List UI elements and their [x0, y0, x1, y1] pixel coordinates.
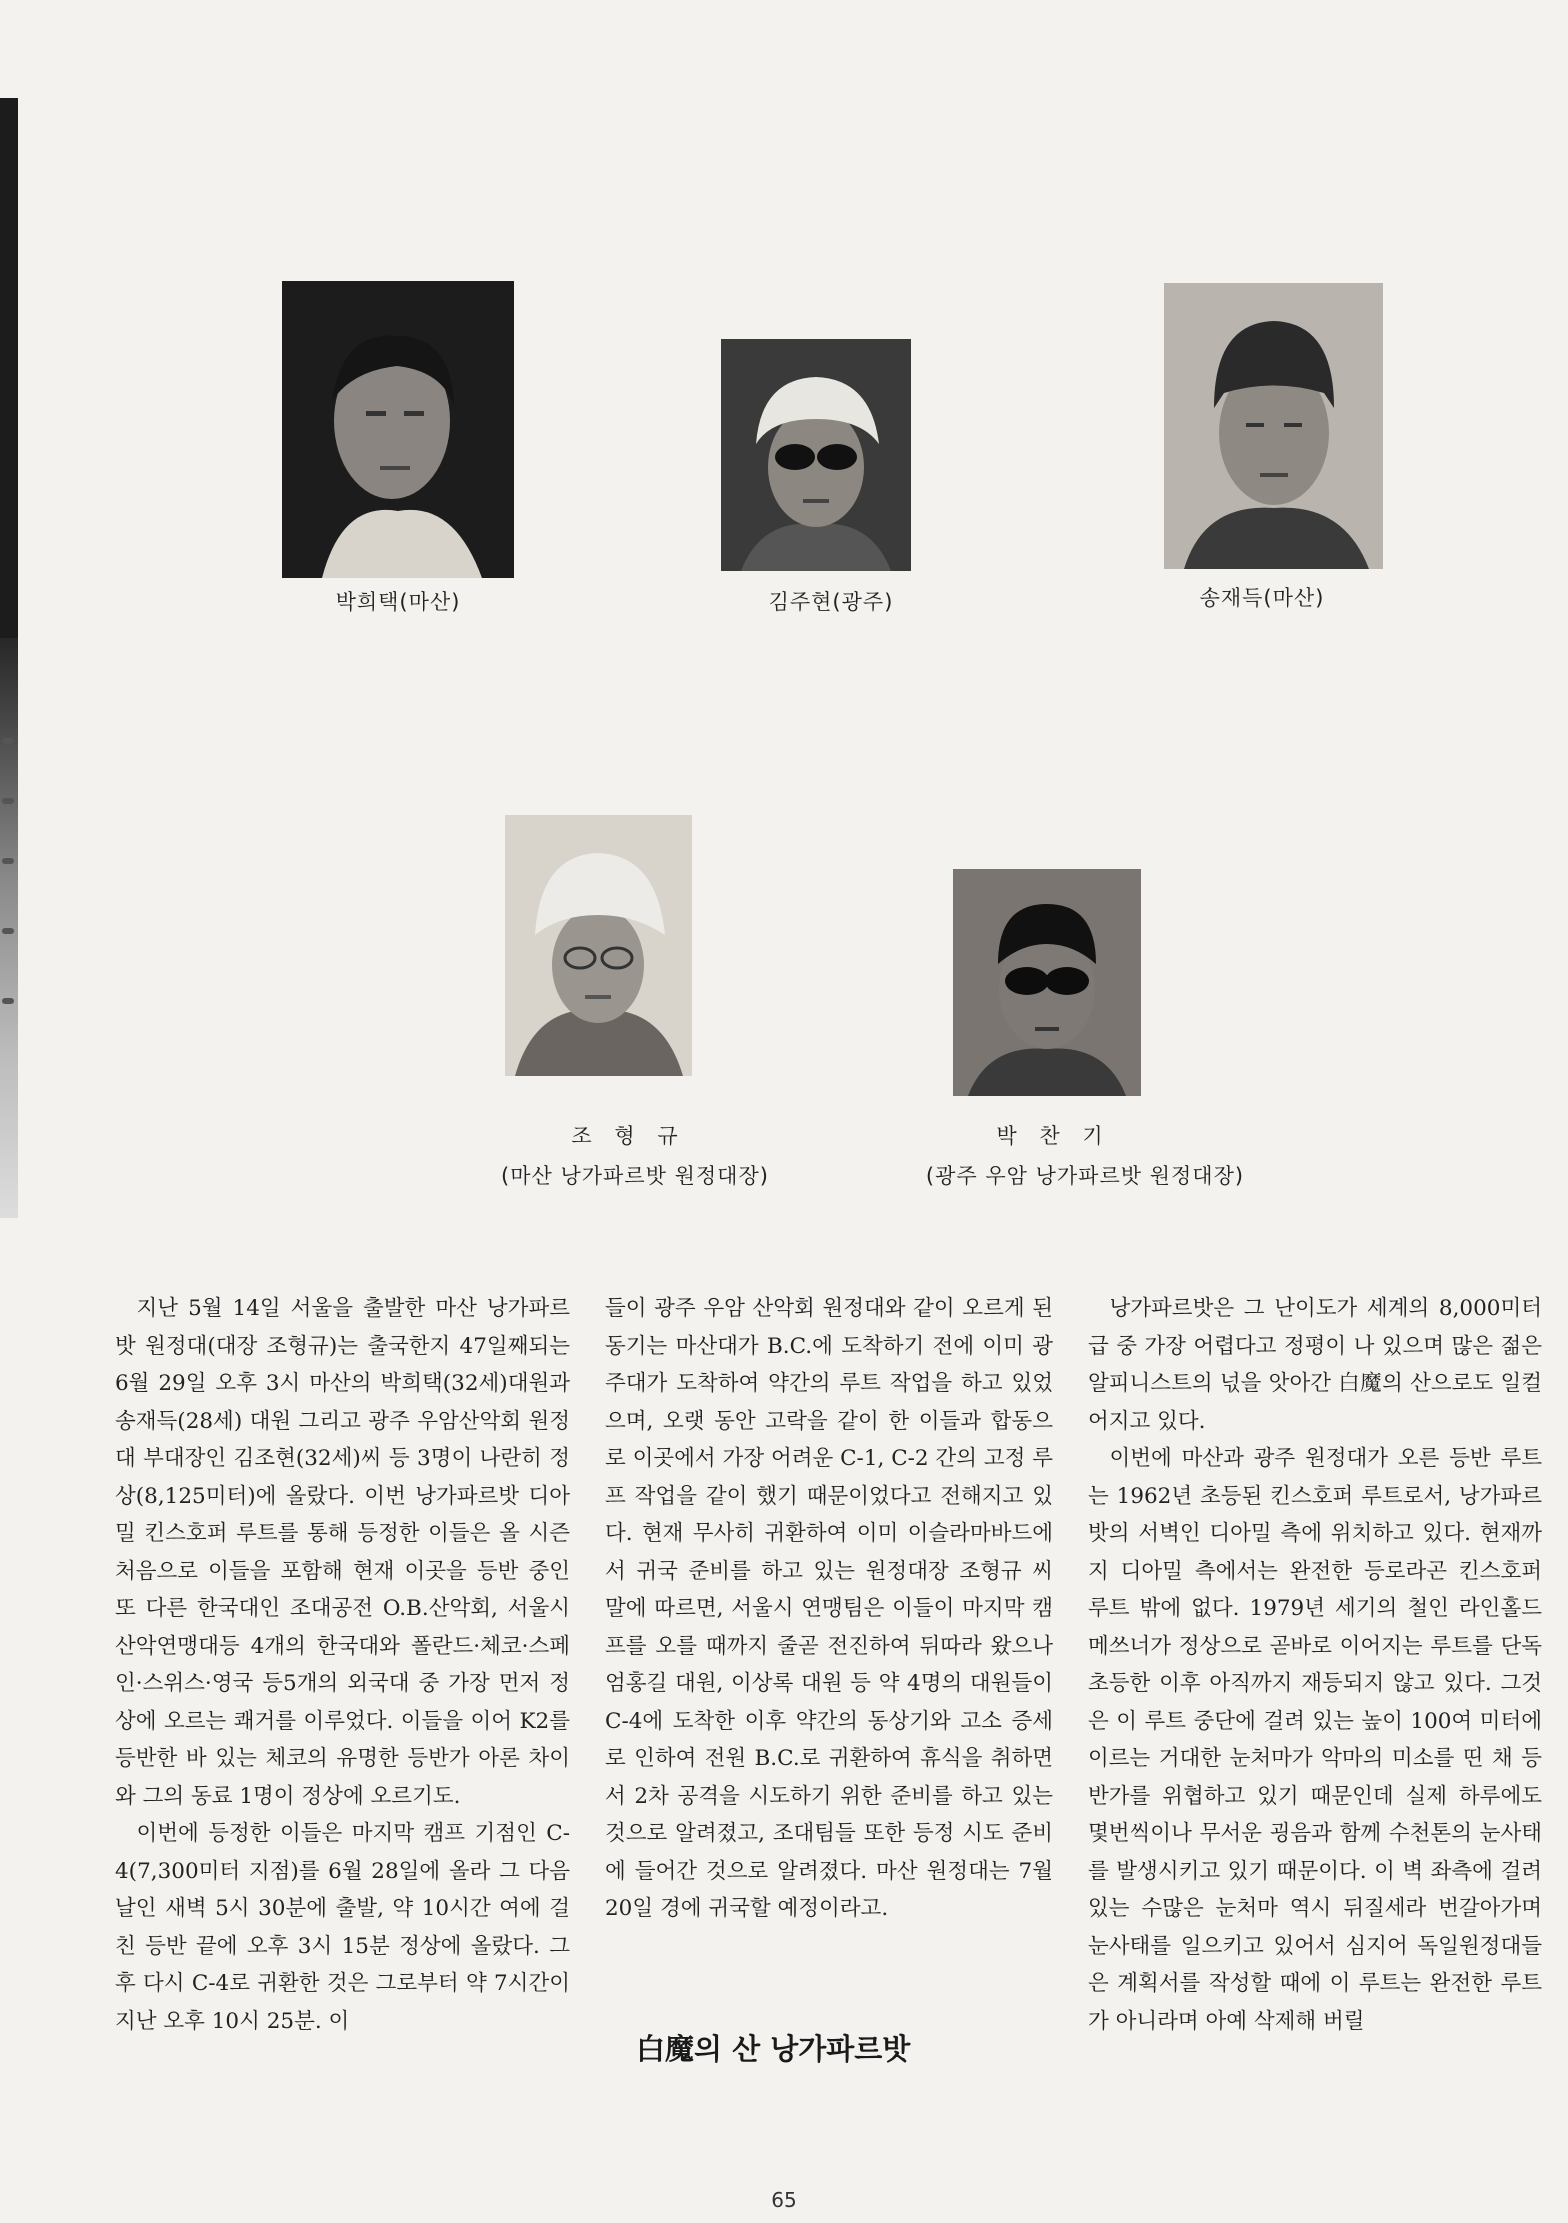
- photo-caption-1: 박희택(마산): [335, 590, 461, 614]
- photo-caption-2: 김주현(광주): [768, 590, 894, 614]
- photo-caption-4-name: 조 형 규: [571, 1124, 679, 1148]
- article-paragraph: 들이 광주 우암 산악회 원정대와 같이 오르게 된 동기는 마산대가 B.C.에 도착하기 전에 이미 광주대가 도착하여 약간의 루트 작업을 하고 있었으며, 오랫 동안 고락을 같이 한 이들과 합동으로 이곳에서 가장 어려운 C-1, C-2 간의 고정 루프 작업을 같이 했기 때문이었다고 전해지고 있다. 현재 무사히 귀환하여 이미 이슬라마바드에서 귀국 준비를 하고 있는 원정대장 조형규 씨 말에 따르면, 서울시 연맹팀은 이들이 마지막 캠프를 오를 때까지 줄곧 전진하여 뒤따라 왔으나 엄홍길 대원, 이상록 대원 등 약 4명의 대원들이 C-4에 도착한 이후 약간의 동상기와 고소 증세로 인하여 전원 B.C.로 귀환하여 휴식을 취하면서 2차 공격을 시도하기 위한 준비를 하고 있는 것으로 알려졌고, 조대팀들 또한 등정 시도 준비에 들어간 것으로 알려졌다. 마산 원정대는 7월 20일 경에 귀국할 예정이라고.: [605, 1296, 1053, 1921]
- portrait-photo-2: [721, 339, 911, 571]
- article-paragraph: 이번에 등정한 이들은 마지막 캠프 기점인 C-4(7,300미터 지점)를 6월 28일에 올라 그 다음날인 새벽 5시 30분에 출발, 약 10시간 여에 걸친 등반 끝에 오후 3시 15분 정상에 올랐다. 그 후 다시 C-4로 귀환한 것은 그로부터 약 7시간이 지난 오후 10시 25분. 이: [115, 1821, 570, 2034]
- portrait-photo-3: [1164, 283, 1383, 569]
- portrait-photo-4: [505, 815, 692, 1076]
- article-paragraph: 지난 5월 14일 서울을 출발한 마산 낭가파르밧 원정대(대장 조형규)는 출국한지 47일째되는 6월 29일 오후 3시 마산의 박희택(32세)대원과 송재득(28세) 대원 그리고 광주 우암산악회 원정대 부대장인 김조현(32세)씨 등 3명이 나란히 정상(8,125미터)에 올랐다. 이번 낭가파르밧 디아밀 킨스호퍼 루트를 통해 등정한 이들은 올 시즌 처음으로 이들을 포함해 현재 이곳을 등반 중인 또 다른 한국대인 조대공전 O.B.산악회, 서울시 산악연맹대등 4개의 한국대와 폴란드·체코·스페인·스위스·영국 등5개의 외국대 중 가장 먼저 정상에 오르는 쾌거를 이루었다. 이들을 이어 K2를 등반한 바 있는 체코의 유명한 등반가 아론 차이와 그의 동료 1명이 정상에 오르기도.: [115, 1296, 570, 1809]
- article-paragraph: 이번에 마산과 광주 원정대가 오른 등반 루트는 1962년 초등된 킨스호퍼 루트로서, 낭가파르밧의 서벽인 디아밀 측에 위치하고 있다. 현재까지 디아밀 측에서는 완전한 등로라곤 킨스호퍼 루트 밖에 없다. 1979년 세기의 철인 라인홀드 메쓰너가 정상으로 곧바로 이어지는 루트를 단독 초등한 이후 아직까지 재등되지 않고 있다. 그것은 이 루트 중단에 걸려 있는 높이 100여 미터에 이르는 거대한 눈처마가 악마의 미소를 띤 채 등반가를 위협하고 있기 때문인데 실제 하루에도 몇번씩이나 무서운 굉음과 함께 수천톤의 눈사태를 발생시키고 있기 때문이다. 이 벽 좌측에 걸려 있는 수많은 눈처마 역시 뒤질세라 번갈아가며 눈사태를 일으키고 있어서 심지어 독일원정대들은 계획서를 작성할 때에 이 루트는 완전한 루트가 아니라며 아예 삭제해 버릴: [1088, 1446, 1542, 2034]
- article-column-2: [605, 1290, 1053, 1928]
- portrait-photo-5: [953, 869, 1141, 1096]
- article-paragraph: 낭가파르밧은 그 난이도가 세계의 8,000미터급 중 가장 어렵다고 정평이 나 있으며 많은 젊은 알피니스트의 넋을 앗아간 白魔의 산으로도 일컬어지고 있다.: [1088, 1296, 1542, 1434]
- article-column-1: [115, 1290, 570, 2040]
- left-edge-photo-strip: [0, 98, 18, 1218]
- photo-caption-5-role: (광주 우암 낭가파르밧 원정대장): [925, 1164, 1245, 1188]
- portrait-photo-1: [282, 281, 514, 578]
- photo-caption-5-name: 박 찬 기: [996, 1124, 1104, 1148]
- article-column-3: [1088, 1290, 1542, 2040]
- photo-caption-3: 송재득(마산): [1199, 586, 1325, 610]
- section-heading: 白魔의 산 낭가파르밧: [636, 2032, 911, 2066]
- photo-caption-4-role: (마산 낭가파르밧 원정대장): [501, 1164, 769, 1188]
- page-number: 65: [771, 2188, 797, 2212]
